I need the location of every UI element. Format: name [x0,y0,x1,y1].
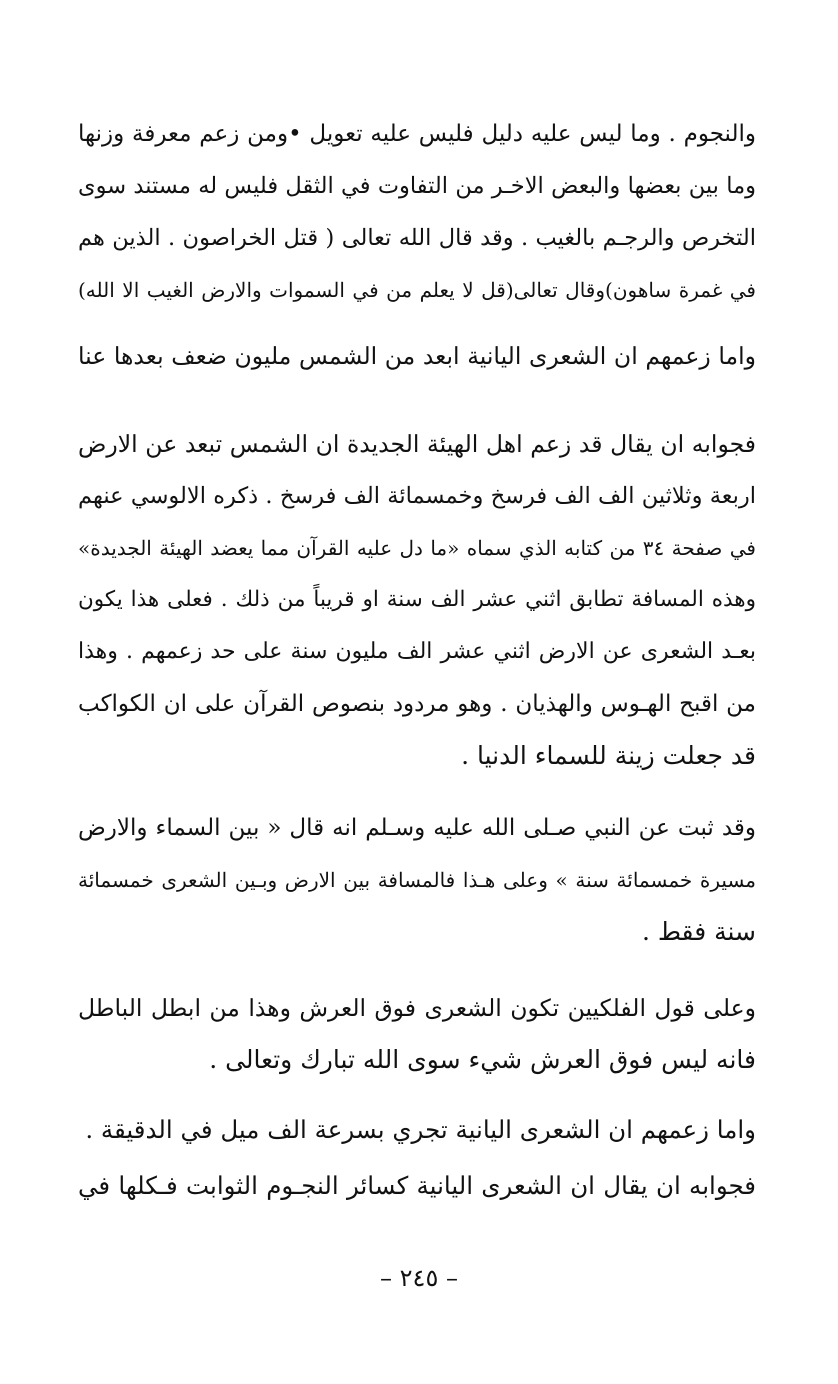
text-line: والنجوم . وما ليس عليه دليل فليس عليه تعويل •ومن زعم معرفة وزنها [78,121,756,147]
text-line: واما زعمهم ان الشعرى اليانية ابعد من الشمس مليون ضعف بعدها عنا [78,342,756,370]
paragraph-1 [78,108,756,316]
text-line: في غمرة ساهون)وقال تعالى(قل لا يعلم من في السموات والارض الغيب الا الله) [78,278,756,302]
text-line: في صفحة ٣٤ من كتابه الذي سماه «ما دل عليه القرآن مما يعضد الهيئة الجديدة» [78,536,756,560]
text-line: التخرص والرجـم بالغيب . وقد قال الله تعالى ( قتل الخراصون . الذين هم [78,225,756,251]
text-line: فجوابه ان يقال قد زعم اهل الهيئة الجديدة ان الشمس تبعد عن الارض [78,430,756,458]
paragraph-5 [78,982,756,1086]
paragraph-7 [78,1160,756,1212]
text-line: قد جعلت زينة للسماء الدنيا . [461,741,756,770]
text-line: فجوابه ان يقال ان الشعرى اليانية كسائر النجـوم الثوابت فـكلها في [78,1171,756,1200]
text-line: اربعة وثلاثين الف الف فرسخ وخمسمائة الف فرسخ . ذكره الالوسي عنهم [78,483,756,509]
paragraph-2 [78,330,756,382]
paragraph-6 [78,1104,756,1156]
text-line: وقد ثبت عن النبي صـلى الله عليه وسـلم انه قال « بين السماء والارض [78,815,756,841]
text-line: واما زعمهم ان الشعرى اليانية تجري بسرعة الف ميل في الدقيقة . [85,1115,756,1144]
text-line: وعلى قول الفلكيين تكون الشعرى فوق العرش وهذا من ابطل الباطل [78,994,756,1022]
paragraph-4 [78,802,756,958]
text-line: وهذه المسافة تطابق اثني عشر الف سنة او قريباً من ذلك . فعلى هذا يكون [78,587,756,612]
text-line: فانه ليس فوق العرش شيء سوى الله تبارك وتعالى . [209,1045,756,1074]
text-line: بعـد الشعرى عن الارض اثني عشر الف مليون سنة على حد زعمهم . وهذا [78,639,756,664]
page-number: – ٢٤٥ – [380,1264,458,1292]
text-line: سنة فقط . [641,917,756,946]
paragraph-3 [78,418,756,782]
text-line: وما بين بعضها والبعض الاخـر من التفاوت في الثقل فليس له مستند سوى [78,173,756,199]
text-line: مسيرة خمسمائة سنة » وعلى هـذا فالمسافة بين الارض وبـين الشعرى خمسمائة [78,868,756,892]
text-line: من اقبح الهـوس والهذيان . وهو مردود بنصوص القرآن على ان الكواكب [78,691,756,717]
